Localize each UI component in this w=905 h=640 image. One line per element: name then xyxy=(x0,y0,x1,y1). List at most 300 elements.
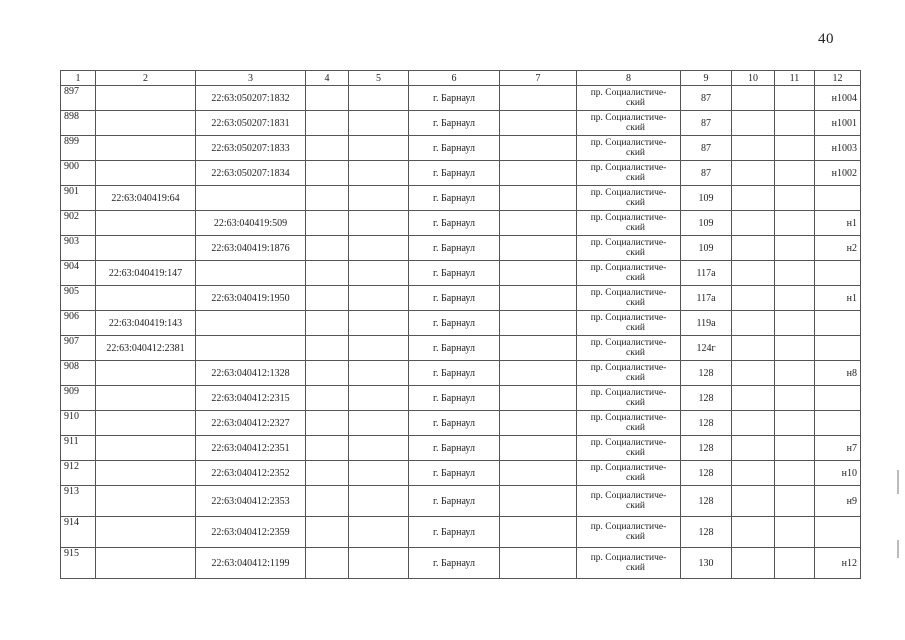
street-cell xyxy=(577,136,681,161)
empty-cell xyxy=(306,517,349,548)
street-cell xyxy=(577,386,681,411)
table-row xyxy=(61,548,861,579)
empty-cell xyxy=(500,361,577,386)
object-number-cell xyxy=(196,336,306,361)
house-number-cell: 117а xyxy=(681,286,732,311)
street-line-2: ский xyxy=(626,148,645,158)
city-cell: г. Барнаул xyxy=(409,211,500,236)
street-line-2: ский xyxy=(626,423,645,433)
premises-number-cell: н2 xyxy=(815,236,861,261)
house-number-cell: 130 xyxy=(681,548,732,579)
row-number-cell: 898 xyxy=(61,111,96,136)
street-line-1: пр. Социалистиче- xyxy=(590,463,667,473)
empty-cell xyxy=(775,161,815,186)
street-cell xyxy=(577,311,681,336)
premises-number-cell: н1003 xyxy=(815,136,861,161)
empty-cell xyxy=(500,411,577,436)
street-line-2: ский xyxy=(626,98,645,108)
premises-number-cell: н1 xyxy=(815,211,861,236)
scan-artifact xyxy=(897,540,899,558)
table-row xyxy=(61,517,861,548)
object-number-cell: 22:63:040419:1876 xyxy=(196,236,306,261)
empty-cell xyxy=(500,86,577,111)
empty-cell xyxy=(732,186,775,211)
house-number-cell: 87 xyxy=(681,136,732,161)
column-header: 10 xyxy=(732,71,775,86)
row-number-cell: 903 xyxy=(61,236,96,261)
column-header: 11 xyxy=(775,71,815,86)
empty-cell xyxy=(732,136,775,161)
city-cell: г. Барнаул xyxy=(409,461,500,486)
street-cell xyxy=(577,111,681,136)
table-row xyxy=(61,386,861,411)
house-number-cell: 87 xyxy=(681,86,732,111)
empty-cell xyxy=(775,211,815,236)
object-number-cell: 22:63:040412:2351 xyxy=(196,436,306,461)
registry-body xyxy=(61,86,861,579)
street-cell xyxy=(577,211,681,236)
table-row xyxy=(61,186,861,211)
row-number-cell: 913 xyxy=(61,486,96,517)
empty-cell xyxy=(349,548,409,579)
city-cell: г. Барнаул xyxy=(409,236,500,261)
empty-cell xyxy=(732,436,775,461)
street-cell xyxy=(577,86,681,111)
street-line-1: пр. Социалистиче- xyxy=(590,188,667,198)
city-cell: г. Барнаул xyxy=(409,486,500,517)
empty-cell xyxy=(732,548,775,579)
street-cell xyxy=(577,411,681,436)
row-number-cell: 912 xyxy=(61,461,96,486)
table-row xyxy=(61,261,861,286)
street-line-1: пр. Социалистиче- xyxy=(590,491,667,501)
empty-cell xyxy=(500,548,577,579)
premises-number-cell: н12 xyxy=(815,548,861,579)
empty-cell xyxy=(732,261,775,286)
empty-cell xyxy=(732,161,775,186)
street-line-1: пр. Социалистиче- xyxy=(590,388,667,398)
street-line-1: пр. Социалистиче- xyxy=(590,553,667,563)
street-line-1: пр. Социалистиче- xyxy=(590,313,667,323)
empty-cell xyxy=(775,86,815,111)
street-cell xyxy=(577,161,681,186)
house-number-cell: 128 xyxy=(681,436,732,461)
land-plot-number-cell xyxy=(96,486,196,517)
street-line-2: ский xyxy=(626,298,645,308)
land-plot-number-cell xyxy=(96,361,196,386)
street-cell xyxy=(577,486,681,517)
house-number-cell: 87 xyxy=(681,161,732,186)
object-number-cell: 22:63:050207:1834 xyxy=(196,161,306,186)
city-cell: г. Барнаул xyxy=(409,411,500,436)
premises-number-cell xyxy=(815,336,861,361)
street-line-2: ский xyxy=(626,448,645,458)
object-number-cell: 22:63:040412:1328 xyxy=(196,361,306,386)
empty-cell xyxy=(732,411,775,436)
empty-cell xyxy=(500,436,577,461)
empty-cell xyxy=(349,411,409,436)
street-cell xyxy=(577,548,681,579)
table-row xyxy=(61,136,861,161)
empty-cell xyxy=(500,211,577,236)
street-line-1: пр. Социалистиче- xyxy=(590,288,667,298)
empty-cell xyxy=(775,411,815,436)
land-plot-number-cell xyxy=(96,517,196,548)
empty-cell xyxy=(500,386,577,411)
empty-cell xyxy=(306,411,349,436)
street-line-2: ский xyxy=(626,501,645,511)
empty-cell xyxy=(306,386,349,411)
street-line-1: пр. Социалистиче- xyxy=(590,113,667,123)
house-number-cell: 124г xyxy=(681,336,732,361)
house-number-cell: 128 xyxy=(681,517,732,548)
empty-cell xyxy=(306,336,349,361)
premises-number-cell xyxy=(815,411,861,436)
city-cell: г. Барнаул xyxy=(409,361,500,386)
object-number-cell: 22:63:040419:1950 xyxy=(196,286,306,311)
street-line-1: пр. Социалистиче- xyxy=(590,338,667,348)
object-number-cell: 22:63:040412:1199 xyxy=(196,548,306,579)
table-row xyxy=(61,461,861,486)
object-number-cell: 22:63:040412:2352 xyxy=(196,461,306,486)
street-cell xyxy=(577,261,681,286)
table-row xyxy=(61,111,861,136)
table-row xyxy=(61,361,861,386)
city-cell: г. Барнаул xyxy=(409,111,500,136)
empty-cell xyxy=(306,111,349,136)
table-row xyxy=(61,211,861,236)
street-line-2: ский xyxy=(626,198,645,208)
empty-cell xyxy=(732,86,775,111)
column-header: 2 xyxy=(96,71,196,86)
land-plot-number-cell: 22:63:040419:143 xyxy=(96,311,196,336)
empty-cell xyxy=(775,461,815,486)
street-line-1: пр. Социалистиче- xyxy=(590,363,667,373)
empty-cell xyxy=(306,286,349,311)
land-plot-number-cell: 22:63:040419:64 xyxy=(96,186,196,211)
table-row xyxy=(61,436,861,461)
empty-cell xyxy=(349,286,409,311)
empty-cell xyxy=(775,136,815,161)
street-cell xyxy=(577,361,681,386)
house-number-cell: 128 xyxy=(681,411,732,436)
street-line-1: пр. Социалистиче- xyxy=(590,238,667,248)
empty-cell xyxy=(349,311,409,336)
column-header: 12 xyxy=(815,71,861,86)
street-line-1: пр. Социалистиче- xyxy=(590,413,667,423)
page-number: 40 xyxy=(818,31,834,47)
empty-cell xyxy=(306,161,349,186)
house-number-cell: 128 xyxy=(681,361,732,386)
object-number-cell: 22:63:040412:2327 xyxy=(196,411,306,436)
street-line-2: ский xyxy=(626,173,645,183)
row-number-cell: 914 xyxy=(61,517,96,548)
object-number-cell: 22:63:040412:2315 xyxy=(196,386,306,411)
premises-number-cell: н1002 xyxy=(815,161,861,186)
empty-cell xyxy=(775,261,815,286)
empty-cell xyxy=(349,86,409,111)
empty-cell xyxy=(732,286,775,311)
premises-number-cell xyxy=(815,261,861,286)
row-number-cell: 915 xyxy=(61,548,96,579)
empty-cell xyxy=(500,286,577,311)
row-number-cell: 908 xyxy=(61,361,96,386)
row-number-cell: 904 xyxy=(61,261,96,286)
column-header: 9 xyxy=(681,71,732,86)
street-line-1: пр. Социалистиче- xyxy=(590,438,667,448)
column-header: 6 xyxy=(409,71,500,86)
empty-cell xyxy=(349,136,409,161)
empty-cell xyxy=(732,211,775,236)
land-plot-number-cell xyxy=(96,86,196,111)
table-row xyxy=(61,411,861,436)
street-line-2: ский xyxy=(626,532,645,542)
empty-cell xyxy=(775,386,815,411)
land-plot-number-cell xyxy=(96,461,196,486)
empty-cell xyxy=(500,486,577,517)
empty-cell xyxy=(775,236,815,261)
table-row xyxy=(61,86,861,111)
object-number-cell xyxy=(196,186,306,211)
street-line-2: ский xyxy=(626,473,645,483)
land-plot-number-cell xyxy=(96,386,196,411)
house-number-cell: 128 xyxy=(681,486,732,517)
empty-cell xyxy=(306,311,349,336)
empty-cell xyxy=(732,486,775,517)
empty-cell xyxy=(775,111,815,136)
object-number-cell: 22:63:050207:1831 xyxy=(196,111,306,136)
empty-cell xyxy=(732,111,775,136)
empty-cell xyxy=(775,548,815,579)
city-cell: г. Барнаул xyxy=(409,161,500,186)
land-plot-number-cell xyxy=(96,236,196,261)
city-cell: г. Барнаул xyxy=(409,86,500,111)
row-number-cell: 909 xyxy=(61,386,96,411)
empty-cell xyxy=(349,211,409,236)
premises-number-cell xyxy=(815,186,861,211)
empty-cell xyxy=(306,211,349,236)
empty-cell xyxy=(349,111,409,136)
object-number-cell: 22:63:050207:1833 xyxy=(196,136,306,161)
empty-cell xyxy=(732,386,775,411)
empty-cell xyxy=(306,186,349,211)
premises-number-cell xyxy=(815,311,861,336)
street-line-1: пр. Социалистиче- xyxy=(590,213,667,223)
street-line-2: ский xyxy=(626,273,645,283)
city-cell: г. Барнаул xyxy=(409,136,500,161)
column-header: 7 xyxy=(500,71,577,86)
land-plot-number-cell xyxy=(96,111,196,136)
premises-number-cell xyxy=(815,386,861,411)
column-header: 1 xyxy=(61,71,96,86)
empty-cell xyxy=(500,236,577,261)
column-header: 3 xyxy=(196,71,306,86)
premises-number-cell xyxy=(815,517,861,548)
land-plot-number-cell xyxy=(96,136,196,161)
empty-cell xyxy=(732,336,775,361)
object-number-cell: 22:63:050207:1832 xyxy=(196,86,306,111)
registry-table xyxy=(60,70,861,579)
city-cell: г. Барнаул xyxy=(409,336,500,361)
row-number-cell: 907 xyxy=(61,336,96,361)
empty-cell xyxy=(349,161,409,186)
column-header: 8 xyxy=(577,71,681,86)
city-cell: г. Барнаул xyxy=(409,548,500,579)
empty-cell xyxy=(349,386,409,411)
empty-cell xyxy=(775,436,815,461)
scan-artifact xyxy=(897,470,899,494)
land-plot-number-cell xyxy=(96,436,196,461)
empty-cell xyxy=(732,461,775,486)
column-header: 4 xyxy=(306,71,349,86)
empty-cell xyxy=(500,161,577,186)
empty-cell xyxy=(500,136,577,161)
city-cell: г. Барнаул xyxy=(409,286,500,311)
premises-number-cell: н10 xyxy=(815,461,861,486)
empty-cell xyxy=(500,311,577,336)
empty-cell xyxy=(349,186,409,211)
land-plot-number-cell: 22:63:040419:147 xyxy=(96,261,196,286)
row-number-cell: 902 xyxy=(61,211,96,236)
house-number-cell: 109 xyxy=(681,236,732,261)
empty-cell xyxy=(732,236,775,261)
city-cell: г. Барнаул xyxy=(409,186,500,211)
premises-number-cell: н1 xyxy=(815,286,861,311)
empty-cell xyxy=(775,336,815,361)
street-line-2: ский xyxy=(626,323,645,333)
premises-number-cell: н1004 xyxy=(815,86,861,111)
table-row xyxy=(61,336,861,361)
empty-cell xyxy=(349,486,409,517)
street-cell xyxy=(577,436,681,461)
empty-cell xyxy=(775,311,815,336)
row-number-cell: 910 xyxy=(61,411,96,436)
row-number-cell: 906 xyxy=(61,311,96,336)
table-row xyxy=(61,311,861,336)
empty-cell xyxy=(349,261,409,286)
premises-number-cell: н7 xyxy=(815,436,861,461)
city-cell: г. Барнаул xyxy=(409,436,500,461)
table-row xyxy=(61,161,861,186)
object-number-cell xyxy=(196,261,306,286)
row-number-cell: 905 xyxy=(61,286,96,311)
land-plot-number-cell xyxy=(96,548,196,579)
empty-cell xyxy=(775,286,815,311)
empty-cell xyxy=(500,261,577,286)
street-cell xyxy=(577,336,681,361)
city-cell: г. Барнаул xyxy=(409,311,500,336)
street-line-2: ский xyxy=(626,248,645,258)
empty-cell xyxy=(732,361,775,386)
object-number-cell: 22:63:040412:2353 xyxy=(196,486,306,517)
house-number-cell: 87 xyxy=(681,111,732,136)
empty-cell xyxy=(775,361,815,386)
street-cell xyxy=(577,186,681,211)
empty-cell xyxy=(349,517,409,548)
street-line-2: ский xyxy=(626,348,645,358)
empty-cell xyxy=(306,236,349,261)
street-line-1: пр. Социалистиче- xyxy=(590,138,667,148)
premises-number-cell: н1001 xyxy=(815,111,861,136)
land-plot-number-cell xyxy=(96,161,196,186)
land-plot-number-cell xyxy=(96,211,196,236)
table-row xyxy=(61,236,861,261)
empty-cell xyxy=(306,261,349,286)
empty-cell xyxy=(349,461,409,486)
empty-cell xyxy=(306,486,349,517)
empty-cell xyxy=(306,461,349,486)
street-cell xyxy=(577,461,681,486)
empty-cell xyxy=(500,336,577,361)
empty-cell xyxy=(732,311,775,336)
empty-cell xyxy=(306,436,349,461)
street-line-1: пр. Социалистиче- xyxy=(590,522,667,532)
row-number-cell: 911 xyxy=(61,436,96,461)
street-line-1: пр. Социалистиче- xyxy=(590,163,667,173)
empty-cell xyxy=(349,236,409,261)
empty-cell xyxy=(500,186,577,211)
empty-cell xyxy=(775,486,815,517)
house-number-cell: 128 xyxy=(681,386,732,411)
empty-cell xyxy=(306,548,349,579)
row-number-cell: 897 xyxy=(61,86,96,111)
header-row xyxy=(61,71,861,86)
city-cell: г. Барнаул xyxy=(409,386,500,411)
street-line-2: ский xyxy=(626,563,645,573)
street-line-2: ский xyxy=(626,223,645,233)
empty-cell xyxy=(775,186,815,211)
object-number-cell: 22:63:040419:509 xyxy=(196,211,306,236)
row-number-cell: 901 xyxy=(61,186,96,211)
premises-number-cell: н9 xyxy=(815,486,861,517)
empty-cell xyxy=(349,336,409,361)
object-number-cell: 22:63:040412:2359 xyxy=(196,517,306,548)
house-number-cell: 109 xyxy=(681,186,732,211)
street-line-2: ский xyxy=(626,398,645,408)
street-line-2: ский xyxy=(626,123,645,133)
land-plot-number-cell xyxy=(96,411,196,436)
land-plot-number-cell: 22:63:040412:2381 xyxy=(96,336,196,361)
empty-cell xyxy=(306,136,349,161)
house-number-cell: 119а xyxy=(681,311,732,336)
premises-number-cell: н8 xyxy=(815,361,861,386)
street-cell xyxy=(577,236,681,261)
empty-cell xyxy=(349,361,409,386)
street-cell xyxy=(577,517,681,548)
house-number-cell: 109 xyxy=(681,211,732,236)
empty-cell xyxy=(306,86,349,111)
empty-cell xyxy=(500,111,577,136)
empty-cell xyxy=(500,461,577,486)
street-line-1: пр. Социалистиче- xyxy=(590,88,667,98)
house-number-cell: 117а xyxy=(681,261,732,286)
empty-cell xyxy=(349,436,409,461)
street-line-1: пр. Социалистиче- xyxy=(590,263,667,273)
street-line-2: ский xyxy=(626,373,645,383)
column-header: 5 xyxy=(349,71,409,86)
empty-cell xyxy=(732,517,775,548)
row-number-cell: 900 xyxy=(61,161,96,186)
table-row xyxy=(61,486,861,517)
land-plot-number-cell xyxy=(96,286,196,311)
city-cell: г. Барнаул xyxy=(409,517,500,548)
street-cell xyxy=(577,286,681,311)
city-cell: г. Барнаул xyxy=(409,261,500,286)
empty-cell xyxy=(306,361,349,386)
empty-cell xyxy=(500,517,577,548)
house-number-cell: 128 xyxy=(681,461,732,486)
row-number-cell: 899 xyxy=(61,136,96,161)
